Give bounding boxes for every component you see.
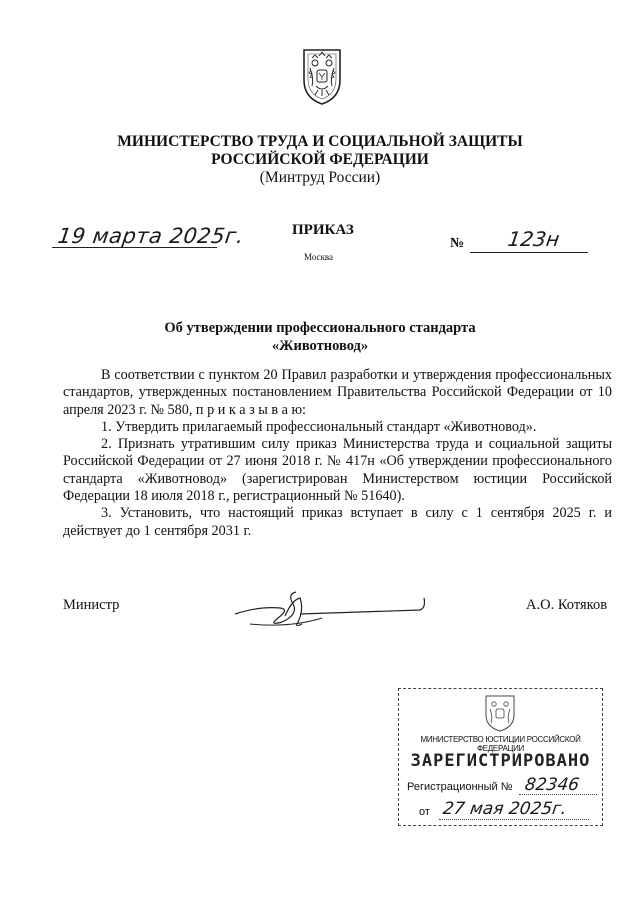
signatory-name: А.О. Котяков xyxy=(526,597,608,613)
stamp-registration-number: 82346 xyxy=(523,775,581,795)
coat-of-arms-emblem xyxy=(298,46,346,108)
order-date-handwritten: 19 марта 2025г. xyxy=(56,224,246,248)
body-item-3: 3. Установить, что настоящий приказ вступает в силу с 1 сентября 2025 г. и действует до 1 сентября 2031 г. xyxy=(63,505,612,539)
stamp-date-underline xyxy=(439,819,589,820)
ministry-short-name: (Минтруд России) xyxy=(259,169,381,186)
stamp-registered-label: ЗАРЕГИСТРИРОВАНО xyxy=(410,751,591,771)
document-title xyxy=(0,319,640,355)
document-title-line2: «Животновод» xyxy=(271,338,369,354)
stamp-emblem-icon xyxy=(482,693,518,733)
order-label: ПРИКАЗ xyxy=(292,222,354,238)
stamp-registration-label: Регистрационный № xyxy=(407,781,513,793)
order-number-underline xyxy=(470,252,588,253)
ministry-name-line1: МИНИСТЕРСТВО ТРУДА И СОЦИАЛЬНОЙ ЗАЩИТЫ xyxy=(117,133,523,150)
ministry-name-line2: РОССИЙСКОЙ ФЕДЕРАЦИИ xyxy=(211,151,429,168)
document-title-line1: Об утверждении профессионального стандарта xyxy=(164,320,476,336)
handwritten-signature xyxy=(230,588,435,630)
body-intro-paragraph: В соответствии с пунктом 20 Правил разработки и утверждения профессиональных стандартов, утвержденных постановлением Правительства Российской Федерации от 10 апреля 2023 г. № 580, п р и к а з ы в а ю: xyxy=(63,367,612,418)
stamp-from-label: от xyxy=(419,806,430,818)
order-city: Москва xyxy=(304,252,333,262)
body-item-2: 2. Признать утратившим силу приказ Министерства труда и социальной защиты Российской Федерации от 27 июня 2018 г. № 417н «Об утверждении профессионального стандарта «Животновод» (зарегистрирован Министерством юстиции Российской Федерации 18 июля 2018 г., регистрационный № 51640). xyxy=(63,436,612,505)
order-number-sign: № xyxy=(450,236,465,251)
stamp-registration-date: 27 мая 2025г. xyxy=(441,799,568,819)
stamp-ministry-name: МИНИСТЕРСТВО ЮСТИЦИИ РОССИЙСКОЙ ФЕДЕРАЦИИ xyxy=(420,735,581,753)
order-number-handwritten: 123н xyxy=(506,227,561,251)
document-body xyxy=(63,367,612,540)
signatory-position: Министр xyxy=(63,597,120,613)
order-date-underline xyxy=(52,247,217,248)
body-item-1: 1. Утвердить прилагаемый профессиональный стандарт «Животновод». xyxy=(101,418,537,435)
registration-stamp xyxy=(398,688,603,826)
